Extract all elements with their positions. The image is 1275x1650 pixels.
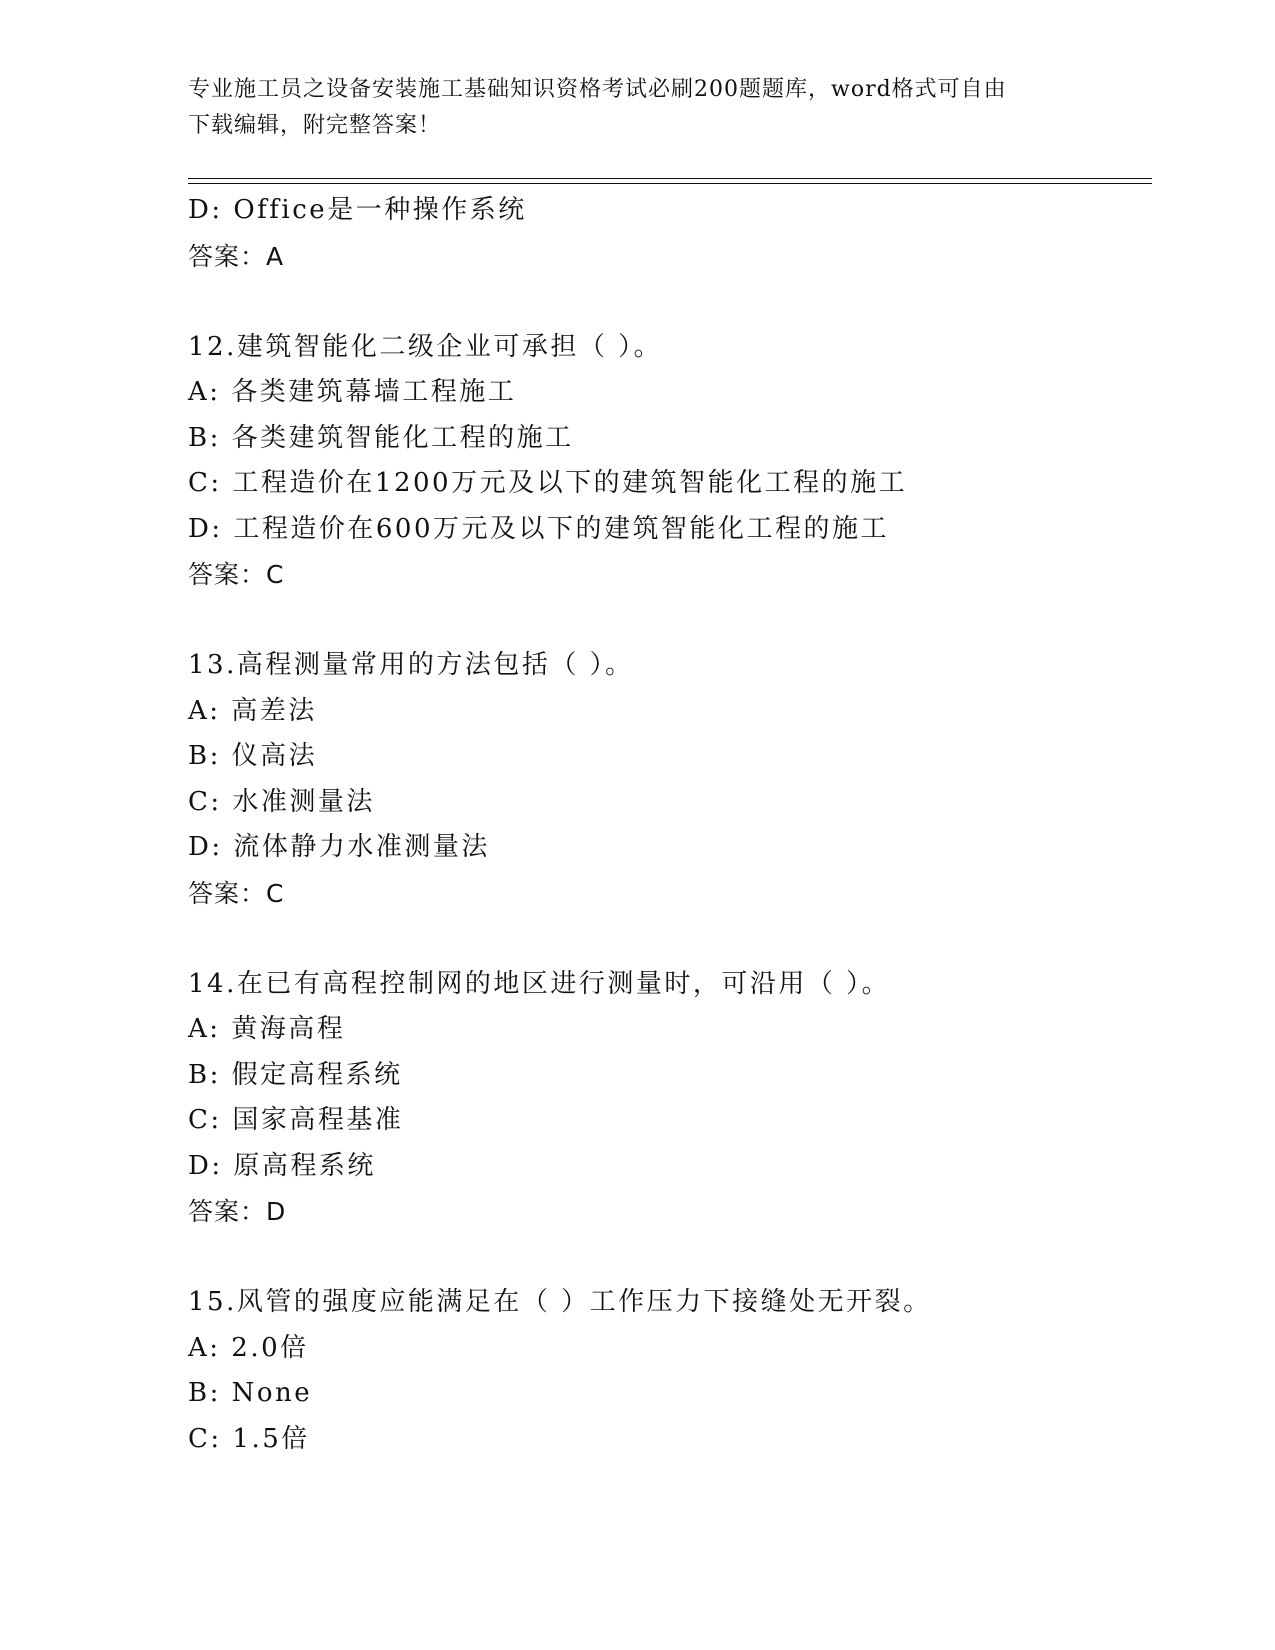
option-line: B: None xyxy=(188,1378,313,1408)
spacer xyxy=(188,916,1152,962)
spacer xyxy=(188,279,1152,325)
option-line: A: 2.0倍 xyxy=(188,1332,309,1363)
option-line: B: 假定高程系统 xyxy=(188,1059,403,1090)
question-line: 15.风管的强度应能满足在（ ）工作压力下接缝处无开裂。 xyxy=(188,1287,932,1317)
option-line: B: 各类建筑智能化工程的施工 xyxy=(188,422,574,453)
option-line: C: 工程造价在1200万元及以下的建筑智能化工程的施工 xyxy=(188,468,908,498)
question-line: 14.在已有高程控制网的地区进行测量时，可沿用（ ）。 xyxy=(188,968,891,999)
spacer xyxy=(188,1235,1152,1281)
option-line: A: 黄海高程 xyxy=(188,1014,346,1044)
header-divider-bottom xyxy=(188,183,1152,184)
question-line: 13.高程测量常用的方法包括（ ）。 xyxy=(188,650,634,680)
option-line: D: 工程造价在600万元及以下的建筑智能化工程的施工 xyxy=(188,513,889,544)
option-line: D: 流体静力水准测量法 xyxy=(188,832,490,862)
header-line-2: 下载编辑，附完整答案！ xyxy=(188,113,442,138)
option-line: C: 1.5倍 xyxy=(188,1423,310,1454)
option-line: A: 高差法 xyxy=(188,695,317,726)
option-line: D: Office是一种操作系统 xyxy=(188,195,527,225)
document-header xyxy=(188,72,1088,144)
answer-line: 答案：D xyxy=(188,1197,287,1226)
spacer xyxy=(188,598,1152,644)
option-line: C: 水准测量法 xyxy=(188,786,375,817)
option-line: D: 原高程系统 xyxy=(188,1150,376,1181)
answer-line: 答案：A xyxy=(188,241,285,271)
answer-line: 答案：C xyxy=(188,560,285,589)
header-divider-top xyxy=(188,178,1152,179)
question-list xyxy=(188,188,1152,1462)
header-line-1: 专业施工员之设备安装施工基础知识资格考试必刷200题题库，word格式可自由 xyxy=(188,77,1007,102)
option-line: B: 仪高法 xyxy=(188,741,318,771)
answer-line: 答案：C xyxy=(188,878,285,908)
option-line: A: 各类建筑幕墙工程施工 xyxy=(188,377,517,407)
option-line: C: 国家高程基准 xyxy=(188,1105,404,1135)
question-line: 12.建筑智能化二级企业可承担（ ）。 xyxy=(188,331,663,362)
